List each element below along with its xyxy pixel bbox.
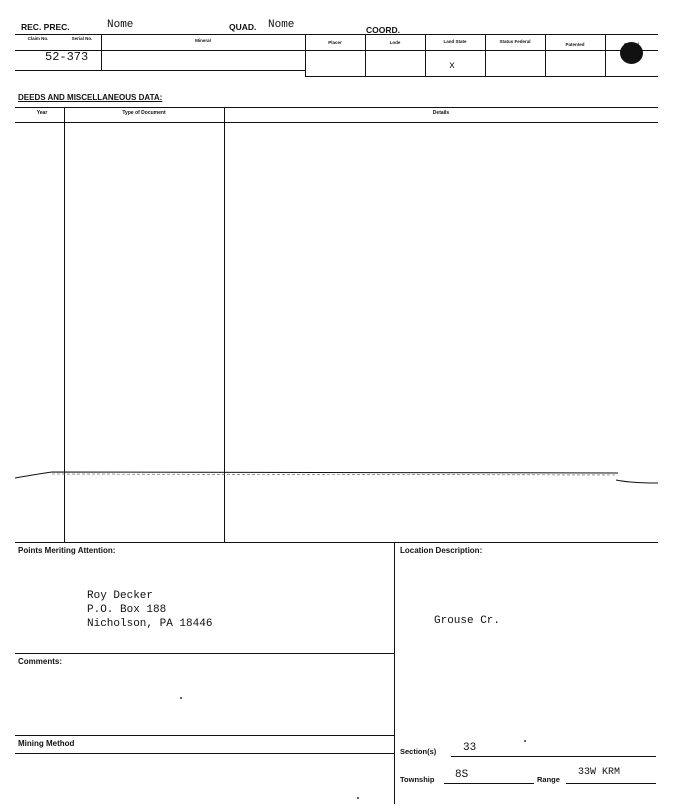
claims-header-lode: Lode <box>389 40 401 45</box>
fold-line-shadow <box>52 474 616 475</box>
claims-header-serial-no: Serial No. <box>71 36 93 41</box>
mining-method-label: Mining Method <box>18 739 75 748</box>
rec-prec-value: Nome <box>107 19 134 31</box>
section-underline <box>451 756 656 757</box>
land-state-mark: x <box>449 61 456 72</box>
fold-line-right <box>616 480 658 483</box>
points-meriting-attention-label: Points Meriting Attention: <box>18 546 116 555</box>
claims-table-bottom-line-right <box>305 76 658 77</box>
deeds-header-type: Type of Document <box>122 110 166 116</box>
points-line: P.O. Box 188 <box>87 604 167 616</box>
quad-label: QUAD. <box>229 22 257 32</box>
claims-header-patented: Patented <box>565 42 585 47</box>
page-fold-line <box>0 462 678 492</box>
bottom-section-divider <box>394 542 395 804</box>
claims-table-bottom-line-left <box>15 70 305 71</box>
bottom-section-top-line <box>15 542 658 543</box>
range-label: Range <box>537 775 560 784</box>
township-value: 8S <box>455 769 469 781</box>
deeds-table-header-line <box>15 122 658 123</box>
location-description-value: Grouse Cr. <box>434 615 501 627</box>
range-underline <box>566 783 656 784</box>
speck <box>180 697 182 699</box>
quad-value: Nome <box>268 19 295 31</box>
claims-header-claim-no: Claim No. <box>27 36 49 41</box>
rec-prec-label: REC. PREC. <box>21 22 70 32</box>
location-description-label: Location Description: <box>400 546 483 555</box>
section-label: Section(s) <box>400 747 437 756</box>
punch-hole <box>620 42 643 64</box>
range-value: 33W KRM <box>578 767 621 778</box>
township-underline <box>444 783 534 784</box>
claims-header-land-state: Land State <box>443 39 467 44</box>
comments-label: Comments: <box>18 657 63 666</box>
deeds-section-title: DEEDS AND MISCELLANEOUS DATA: <box>18 93 163 102</box>
claims-table-top-line <box>15 34 658 35</box>
points-line: Roy Decker <box>87 590 154 602</box>
claims-table-header-line <box>15 50 658 51</box>
claims-header-mineral: Mineral <box>195 38 211 43</box>
deeds-table-top-line <box>15 107 658 108</box>
claim-no-value: 52-373 <box>45 50 89 64</box>
claims-header-status-federal: Status Federal <box>499 39 531 44</box>
coord-label: COORD. <box>366 25 400 35</box>
claims-header-placer: Placer <box>328 40 342 45</box>
points-line: Nicholson, PA 18446 <box>87 618 213 630</box>
section-value: 33 <box>463 742 477 754</box>
township-label: Township <box>400 775 435 784</box>
deeds-header-details: Details <box>432 110 450 116</box>
mining-method-bottom-line <box>15 753 394 754</box>
speck <box>357 797 359 799</box>
mining-method-top-line <box>15 735 394 736</box>
deeds-header-year: Year <box>36 110 48 116</box>
speck <box>524 740 526 742</box>
comments-top-line <box>15 653 394 654</box>
